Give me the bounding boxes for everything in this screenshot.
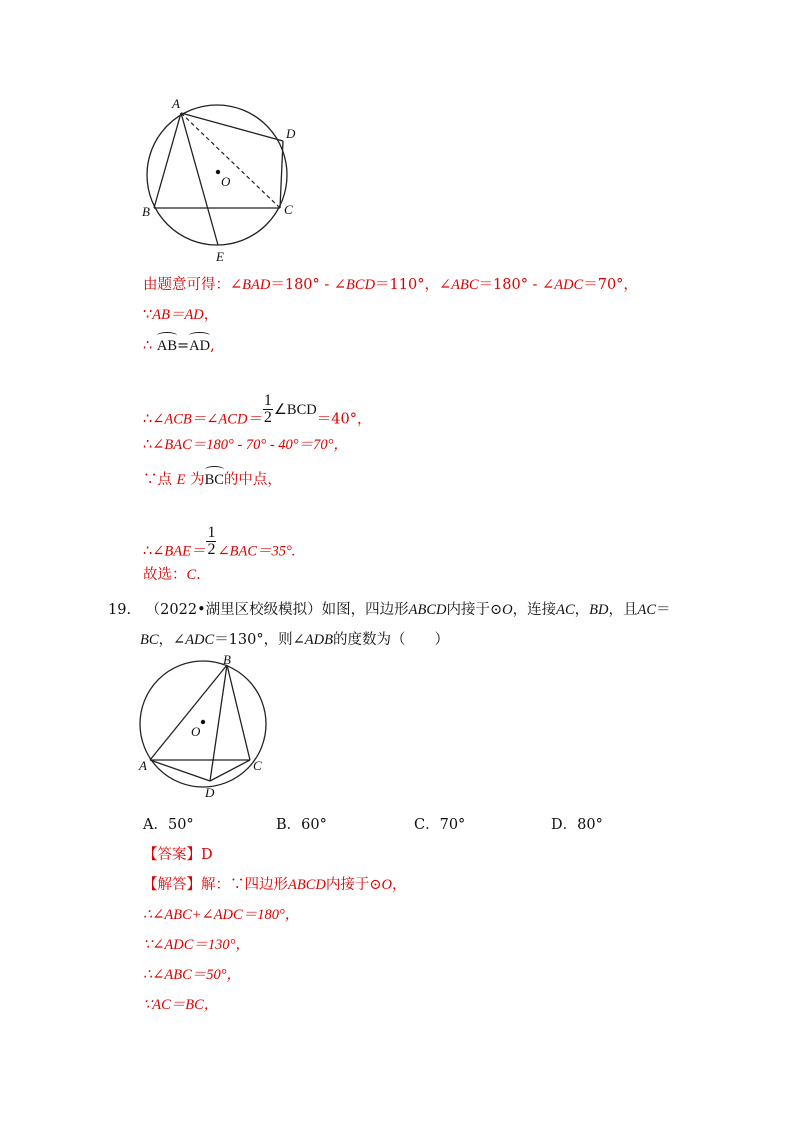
arc-bc: BC xyxy=(204,472,224,488)
analysis-tag: 【解答】 xyxy=(143,877,201,893)
therefore-symbol: ∴ xyxy=(143,338,153,354)
text: 内接于⊙ xyxy=(446,602,503,618)
text: 的中点， xyxy=(223,472,282,488)
text: ＝70°， xyxy=(583,277,638,293)
math: ADC xyxy=(554,277,584,293)
math: ABCD xyxy=(288,877,326,893)
fraction-half xyxy=(263,393,273,426)
analysis-line-2 xyxy=(143,905,299,925)
math: AB＝AD xyxy=(152,307,204,323)
text: 为 xyxy=(190,472,205,488)
math: ABC xyxy=(451,277,479,293)
option-b: B．60° xyxy=(276,817,327,833)
text: ，连接 xyxy=(512,602,557,618)
solution-line-7 xyxy=(143,524,296,568)
text: ＝ xyxy=(656,602,671,618)
math: O xyxy=(381,877,392,893)
solution-line-5 xyxy=(143,435,348,455)
math: ∠BAC＝35°. xyxy=(217,543,296,560)
text: ，∠ xyxy=(158,632,186,648)
solution-line-2 xyxy=(143,305,218,325)
option-d: D．80° xyxy=(551,817,603,833)
math: ∠BAE＝ xyxy=(152,543,206,560)
analysis-line-3 xyxy=(143,935,250,955)
arc-ab: AB xyxy=(156,338,177,354)
therefore-symbol: ∴ xyxy=(143,437,153,453)
segment-ab xyxy=(154,113,181,208)
option-a: A．50° xyxy=(143,817,194,833)
text: ，且 xyxy=(608,602,638,618)
center-dot xyxy=(201,720,205,724)
question-number: 19. xyxy=(108,602,132,618)
math: ∵AC＝BC， xyxy=(143,997,219,1013)
text: 由题意可得：∠ xyxy=(143,277,243,293)
label-o: O xyxy=(221,174,231,189)
math: ∵∠ADC＝130°， xyxy=(143,937,250,953)
question-line-1 xyxy=(108,595,671,625)
circle-o xyxy=(147,105,287,245)
text: ＝110°，∠ xyxy=(375,277,452,293)
solution-line-4 xyxy=(143,392,372,436)
solution-line-1 xyxy=(143,275,638,295)
label-d: D xyxy=(286,126,296,141)
text: , xyxy=(210,338,215,354)
angle-bcd: ∠BCD xyxy=(273,401,317,418)
text: ＝130°，则∠ xyxy=(214,632,305,648)
text: 解：∵四边形 xyxy=(201,877,288,893)
text: ， xyxy=(392,877,407,893)
text: ， xyxy=(574,602,590,618)
answer-tag: 【答案】 xyxy=(143,847,201,863)
math: O xyxy=(502,602,513,618)
label-e: E xyxy=(216,249,224,264)
label-b: B xyxy=(142,204,150,219)
answer-line xyxy=(143,845,213,865)
therefore-symbol: ∴ xyxy=(143,543,153,560)
denominator: 2 xyxy=(207,541,216,558)
because-symbol: ∵ xyxy=(143,472,158,488)
segment-ad xyxy=(150,760,210,781)
math: ∠ACB＝∠ACD＝ xyxy=(152,411,262,428)
equals: = xyxy=(177,338,190,354)
because-symbol: ∵ xyxy=(143,307,153,323)
solution-line-6 xyxy=(143,470,282,490)
solution-line-3 xyxy=(143,336,215,356)
therefore-symbol: ∴ xyxy=(143,411,153,428)
text: 内接于⊙ xyxy=(325,877,382,893)
arc-ad: AD xyxy=(189,338,211,354)
label-a: A xyxy=(172,96,180,111)
math: BD xyxy=(589,602,609,618)
question-line-2 xyxy=(108,625,668,655)
math: C xyxy=(186,567,197,583)
segment-dc xyxy=(210,760,250,781)
math: ADB xyxy=(304,632,333,648)
analysis-line-1 xyxy=(143,875,407,895)
center-dot xyxy=(216,170,220,174)
text: ＝40°， xyxy=(316,411,372,428)
fraction-half xyxy=(206,525,216,558)
text: ＝180° - ∠ xyxy=(270,277,347,293)
label-c: C xyxy=(284,202,293,217)
answer-value: D xyxy=(201,847,213,863)
text: 故选： xyxy=(143,567,187,583)
math: AC xyxy=(556,602,575,618)
text: ， xyxy=(203,307,219,323)
math: ADC xyxy=(185,632,215,648)
text: ＝180° - ∠ xyxy=(478,277,555,293)
text: 的度数为（ ） xyxy=(332,632,449,648)
math: E xyxy=(176,472,186,488)
label-a: A xyxy=(139,758,147,773)
numerator: 1 xyxy=(207,524,216,541)
math: ABCD xyxy=(408,602,447,618)
label-c: C xyxy=(253,758,262,773)
label-b: B xyxy=(223,652,231,667)
denominator: 2 xyxy=(263,409,272,426)
text: 点 xyxy=(157,472,172,488)
solution-line-8 xyxy=(143,565,201,585)
figure-circle-quadrilateral-2 xyxy=(130,652,280,802)
label-d: D xyxy=(205,785,215,800)
analysis-line-5 xyxy=(143,995,218,1015)
figure-circle-quadrilateral-1 xyxy=(130,95,310,265)
option-c: C．70° xyxy=(414,817,466,833)
math: ∠BAC＝180° - 70° - 40°＝70°， xyxy=(152,437,348,453)
analysis-line-4 xyxy=(143,965,241,985)
math: AC xyxy=(637,602,657,618)
math: ∴∠ABC+∠ADC＝180°， xyxy=(143,907,300,923)
segment-ae xyxy=(181,113,218,245)
math: BAD xyxy=(242,277,271,293)
question-19 xyxy=(108,595,671,655)
math: BC xyxy=(140,632,159,648)
numerator: 1 xyxy=(263,392,272,409)
label-o: O xyxy=(191,724,201,739)
math: BCD xyxy=(346,277,376,293)
text: （2022•湖里区校级模拟）如图，四边形 xyxy=(145,602,409,618)
text: . xyxy=(196,567,201,583)
math: ∴∠ABC＝50°， xyxy=(143,967,242,983)
